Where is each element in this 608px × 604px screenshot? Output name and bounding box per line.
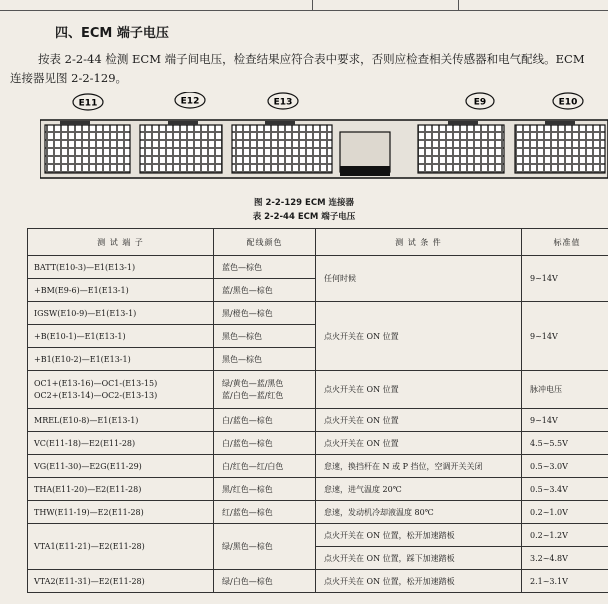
wire-color-cell: 白/红色—红/白色	[214, 455, 316, 478]
terminal-cell: THW(E11-19)—E2(E11-28)	[28, 501, 214, 524]
connector-label-e9	[466, 93, 494, 109]
ecm-connector-figure	[40, 92, 608, 190]
value-cell: 3.2~4.8V	[522, 547, 608, 570]
ecm-voltage-table	[27, 228, 608, 593]
terminal-cell: VTA1(E11-21)—E2(E11-28)	[28, 524, 214, 570]
table-header-row	[28, 229, 608, 256]
wire-color-cell: 黑/橙色—棕色	[214, 302, 316, 325]
terminal-line-a: OC1+(E13-16)—OC1-(E13-15)	[34, 378, 158, 388]
condition-cell: 点火开关在 ON 位置，松开加速踏板	[316, 524, 522, 547]
connector-e10-block	[515, 125, 605, 173]
connector-e12-text: E12	[180, 96, 200, 107]
connector-label-e10	[553, 93, 583, 109]
condition-cell: 点火开关在 ON 位置	[316, 432, 522, 455]
value-cell: 4.5~5.5V	[522, 432, 608, 455]
header-condition: 测 试 条 件	[316, 229, 522, 256]
header-wire-color: 配线颜色	[214, 229, 316, 256]
value-cell: 0.5~3.0V	[522, 455, 608, 478]
table-row	[28, 302, 608, 325]
value-cell: 0.2~1.0V	[522, 501, 608, 524]
connector-e13-text: E13	[273, 97, 293, 108]
paragraph-line-1: 按表 2-2-44 检测 ECM 端子间电压，检查结果应符合表中要求，否则应检查相关传感器和电气配线。ECM	[38, 52, 585, 66]
table-row	[28, 409, 608, 432]
terminal-cell: VC(E11-18)—E2(E11-28)	[28, 432, 214, 455]
terminal-cell: VG(E11-30)—E2G(E11-29)	[28, 455, 214, 478]
figure-caption: 图 2-2-129 ECM 连接器	[253, 198, 354, 208]
condition-cell: 点火开关在 ON 位置，松开加速踏板	[316, 570, 522, 593]
wire-color-cell: 蓝色—棕色	[214, 256, 316, 279]
condition-cell: 点火开关在 ON 位置，踩下加速踏板	[316, 547, 522, 570]
table-row	[28, 455, 608, 478]
header-terminal: 测 试 端 子	[28, 229, 214, 256]
wire-color-cell: 绿/白色—棕色	[214, 570, 316, 593]
terminal-cell	[28, 371, 214, 409]
condition-cell: 点火开关在 ON 位置	[316, 409, 522, 432]
value-cell: 9~14V	[522, 256, 608, 302]
value-cell: 0.5~3.4V	[522, 478, 608, 501]
value-cell: 0.2~1.2V	[522, 524, 608, 547]
connector-e12-block	[140, 125, 222, 173]
condition-cell: 任何时候	[316, 256, 522, 302]
wire-color-cell: 黑/红色—棕色	[214, 478, 316, 501]
connector-label-e11	[73, 94, 103, 110]
wire-color-cell: 白/蓝色—棕色	[214, 432, 316, 455]
section-title: 四、ECM 端子电压	[55, 26, 169, 41]
wire-color-line-b: 蓝/白色—蓝/红色	[222, 390, 284, 400]
table-row	[28, 256, 608, 279]
table-row	[28, 501, 608, 524]
wire-color-cell	[214, 371, 316, 409]
table-caption: 表 2-2-44 ECM 端子电压	[252, 212, 356, 222]
wire-color-cell: 黑色—棕色	[214, 348, 316, 371]
terminal-cell: +BM(E9-6)—E1(E13-1)	[28, 279, 214, 302]
terminal-cell: IGSW(E10-9)—E1(E13-1)	[28, 302, 214, 325]
condition-cell: 点火开关在 ON 位置	[316, 371, 522, 409]
connector-e9-text: E9	[473, 97, 487, 108]
value-cell: 9~14V	[522, 302, 608, 371]
terminal-cell: +B1(E10-2)—E1(E13-1)	[28, 348, 214, 371]
wire-color-cell: 蓝/黑色—棕色	[214, 279, 316, 302]
value-cell: 2.1~3.1V	[522, 570, 608, 593]
terminal-cell: BATT(E10-3)—E1(E13-1)	[28, 256, 214, 279]
wire-color-cell: 绿/黑色—棕色	[214, 524, 316, 570]
terminal-cell: MREL(E10-8)—E1(E13-1)	[28, 409, 214, 432]
wire-color-cell: 红/蓝色—棕色	[214, 501, 316, 524]
terminal-cell: VTA2(E11-31)—E2(E11-28)	[28, 570, 214, 593]
wire-color-line-a: 绿/黄色—蓝/黑色	[222, 378, 284, 388]
connector-label-e13	[268, 93, 298, 109]
wire-color-cell: 黑色—棕色	[214, 325, 316, 348]
table-row	[28, 478, 608, 501]
connector-e10-text: E10	[558, 97, 578, 108]
terminal-cell: +B(E10-1)—E1(E13-1)	[28, 325, 214, 348]
connector-label-e12	[175, 92, 205, 108]
condition-cell: 怠速，换挡杆在 N 或 P 挡位，空调开关关闭	[316, 455, 522, 478]
condition-cell: 怠速，发动机冷却液温度 80℃	[316, 501, 522, 524]
condition-cell: 怠速，进气温度 20℃	[316, 478, 522, 501]
terminal-line-b: OC2+(E13-14)—OC2-(E13-13)	[34, 390, 158, 400]
value-cell: 9~14V	[522, 409, 608, 432]
connector-e9-block	[418, 125, 504, 173]
connector-e11-block	[45, 125, 130, 173]
wire-color-cell: 白/蓝色—棕色	[214, 409, 316, 432]
connector-e13-block	[232, 125, 332, 173]
previous-table-bottom	[0, 0, 608, 11]
value-cell: 脉冲电压	[522, 371, 608, 409]
table-row	[28, 570, 608, 593]
table-row	[28, 432, 608, 455]
terminal-cell: THA(E11-20)—E2(E11-28)	[28, 478, 214, 501]
paragraph-line-2: 连接器见图 2-2-129。	[10, 71, 128, 85]
table-row	[28, 371, 608, 409]
condition-cell: 点火开关在 ON 位置	[316, 302, 522, 371]
table-row	[28, 524, 608, 547]
header-standard-value: 标准值	[522, 229, 608, 256]
intro-paragraph	[10, 50, 608, 88]
connector-e11-text: E11	[78, 98, 98, 109]
